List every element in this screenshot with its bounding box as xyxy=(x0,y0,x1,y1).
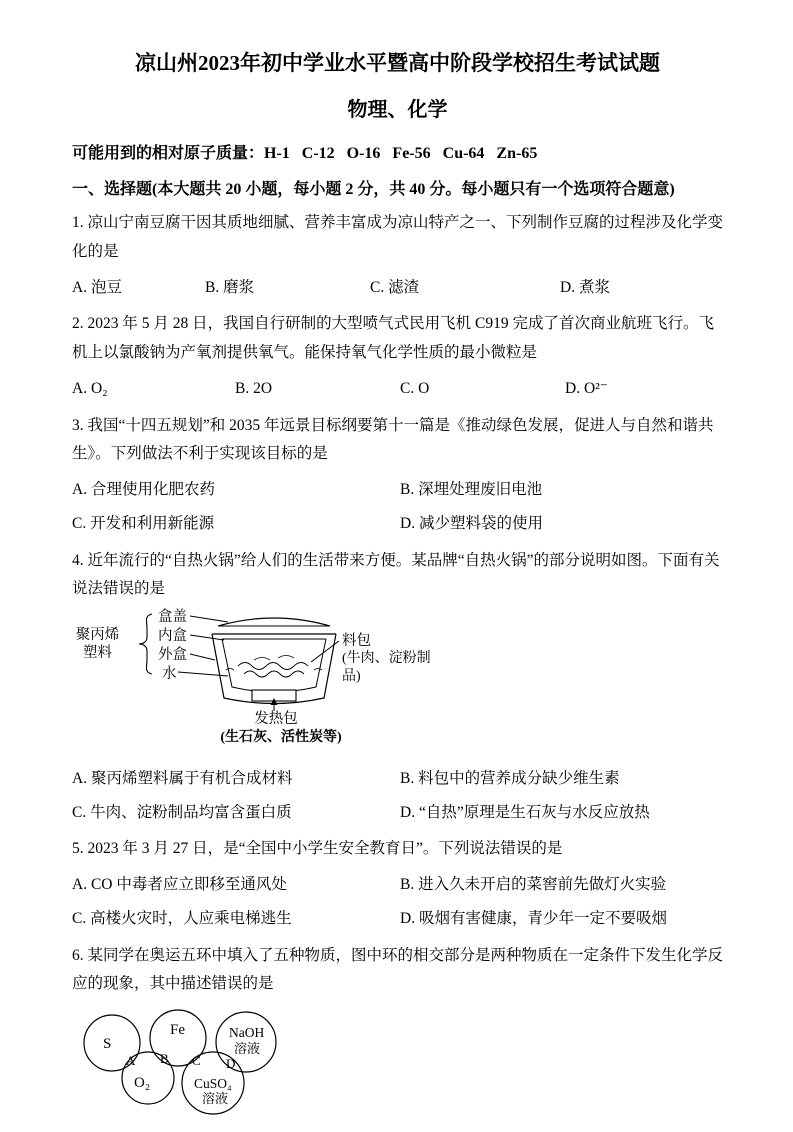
question-4-options-row-1 xyxy=(72,767,723,792)
ring-cuso4-label: CuSO₄ xyxy=(194,1076,232,1092)
question-3-stem: 3. 我国“十四五规划”和 2035 年远景目标纲要第十一篇是《推动绿色发展，促进人与自然和谐共生》。下列做法不利于实现该目标的是 xyxy=(72,416,714,463)
page-title: 凉山州2023年初中学业水平暨高中阶段学校招生考试试题 xyxy=(135,51,660,75)
hotpot-label-water: 水 xyxy=(162,665,177,682)
question-5-options-row-1 xyxy=(72,873,723,898)
food-wave-2 xyxy=(244,671,304,677)
question-5-option-b: B. 进入久未开启的菜窖前先做灯火实验 xyxy=(400,876,667,894)
question-1-option-d: D. 煮浆 xyxy=(560,278,610,296)
question-4-options-row-2 xyxy=(72,801,723,826)
rings-drawing xyxy=(76,1007,336,1127)
lid-pointer-line xyxy=(190,616,228,622)
question-3-option-c: C. 开发和利用新能源 xyxy=(72,514,215,532)
question-4-option-b: B. 料包中的营养成分缺少维生素 xyxy=(400,769,620,787)
page-subtitle: 物理、化学 xyxy=(347,99,448,122)
water-marks xyxy=(226,668,322,670)
ring-s-label: S xyxy=(103,1036,112,1053)
question-3-option-a: A. 合理使用化肥农药 xyxy=(72,480,215,498)
question-5-stem: 5. 2023 年 3 月 27 日，是“全国中小学生安全教育日”。下列说法错误的是 xyxy=(72,840,563,858)
section-1-header: 一、选择题(本大题共 20 小题，每小题 2 分，共 40 分。每小题只有一个选项符合题意) xyxy=(72,181,675,199)
intersection-b-label: B xyxy=(160,1051,169,1067)
question-2-option-d: D. O²⁻ xyxy=(565,379,608,397)
question-5-options-row-2 xyxy=(72,907,723,932)
rings-diagram xyxy=(76,1007,336,1127)
question-3 xyxy=(72,412,723,537)
question-5-option-c: C. 高楼火灾时，人应乘电梯逃生 xyxy=(72,909,292,927)
question-2-option-c: C. O xyxy=(400,379,430,397)
question-1-option-a: A. 泡豆 xyxy=(72,278,122,296)
brace-shape xyxy=(139,614,152,674)
lid-shape xyxy=(218,618,330,626)
question-1 xyxy=(72,209,723,300)
ring-o2-label: O₂ xyxy=(134,1075,151,1092)
question-4 xyxy=(72,547,723,826)
question-2-stem: 2. 2023 年 5 月 28 日，我国自行研制的大型喷气式民用飞机 C919 完成了首次商业航班飞行。飞机上以氯酸钠为产氧剂提供氧气。能保持氧气化学性质的最小微粒是 xyxy=(72,315,714,362)
question-4-option-c: C. 牛肉、淀粉制品均富含蛋白质 xyxy=(72,803,292,821)
question-3-option-b: B. 深埋处理废旧电池 xyxy=(400,480,543,498)
hotpot-label-food-pack-note: (牛肉、淀粉制品) xyxy=(342,650,431,684)
question-5 xyxy=(72,835,723,931)
question-3-option-d: D. 减少塑料袋的使用 xyxy=(400,514,543,532)
intersection-a-label: A xyxy=(126,1053,136,1069)
question-5-option-d: D. 吸烟有害健康，青少年一定不要吸烟 xyxy=(400,909,667,927)
inner-pointer-line xyxy=(190,635,224,640)
question-4-option-a: A. 聚丙烯塑料属于有机合成材料 xyxy=(72,769,293,787)
hotpot-label-food-pack: 料包 xyxy=(342,632,371,649)
hotpot-label-heat-pack-note: (生石灰、活性炭等) xyxy=(220,729,342,745)
hotpot-label-inner-box: 内盒 xyxy=(158,627,187,644)
intersection-d-label: D xyxy=(226,1056,236,1072)
question-2 xyxy=(72,310,723,401)
hotpot-label-heat-pack: 发热包 xyxy=(254,710,298,727)
question-4-stem: 4. 近年流行的“自热火锅”给人们的生活带来方便。某品牌“自热火锅”的部分说明如图。下面有关说法错误的是 xyxy=(72,551,720,598)
question-2-option-a: A. O₂ xyxy=(72,379,108,397)
atomic-masses-line: 可能用到的相对原子质量：H-1 C-12 O-16 Fe-56 Cu-64 Zn-65 xyxy=(72,145,538,163)
food-wave-1 xyxy=(238,662,308,669)
intersection-c-label: C xyxy=(192,1053,201,1069)
ring-fe-label: Fe xyxy=(170,1022,185,1039)
hotpot-label-material: 聚丙烯塑料 xyxy=(75,626,120,662)
hotpot-label-lid: 盒盖 xyxy=(158,608,187,625)
question-1-option-b: B. 磨浆 xyxy=(205,278,255,296)
question-3-options-row-1 xyxy=(72,478,723,503)
ring-naoh-label: NaOH xyxy=(229,1025,265,1041)
question-6 xyxy=(72,942,723,1127)
water-pointer-line xyxy=(178,672,228,676)
question-2-option-b: B. 2O xyxy=(235,379,273,397)
food-wave-3 xyxy=(254,655,294,660)
hotpot-diagram xyxy=(74,608,454,758)
ring-naoh-solution-label: 溶液 xyxy=(234,1041,261,1057)
hotpot-label-outer-box: 外盒 xyxy=(158,646,187,663)
question-4-option-d: D. “自热”原理是生石灰与水反应放热 xyxy=(400,803,650,821)
question-1-option-c: C. 滤渣 xyxy=(370,278,420,296)
question-1-options xyxy=(72,276,723,301)
question-6-stem: 6. 某同学在奥运五环中填入了五种物质，图中环的相交部分是两种物质在一定条件下发生化学反应的现象，其中描述错误的是 xyxy=(72,946,724,993)
outer-pointer-line xyxy=(190,654,215,660)
question-3-options-row-2 xyxy=(72,512,723,537)
question-2-options xyxy=(72,377,723,402)
question-5-option-a: A. CO 中毒者应立即移至通风处 xyxy=(72,876,287,894)
question-1-stem: 1. 凉山宁南豆腐干因其质地细腻、营养丰富成为凉山特产之一、下列制作豆腐的过程涉及化学变化的是 xyxy=(72,214,724,260)
ring-cuso4-solution-label: 溶液 xyxy=(202,1091,229,1107)
inner-bowl-shape xyxy=(222,639,326,692)
